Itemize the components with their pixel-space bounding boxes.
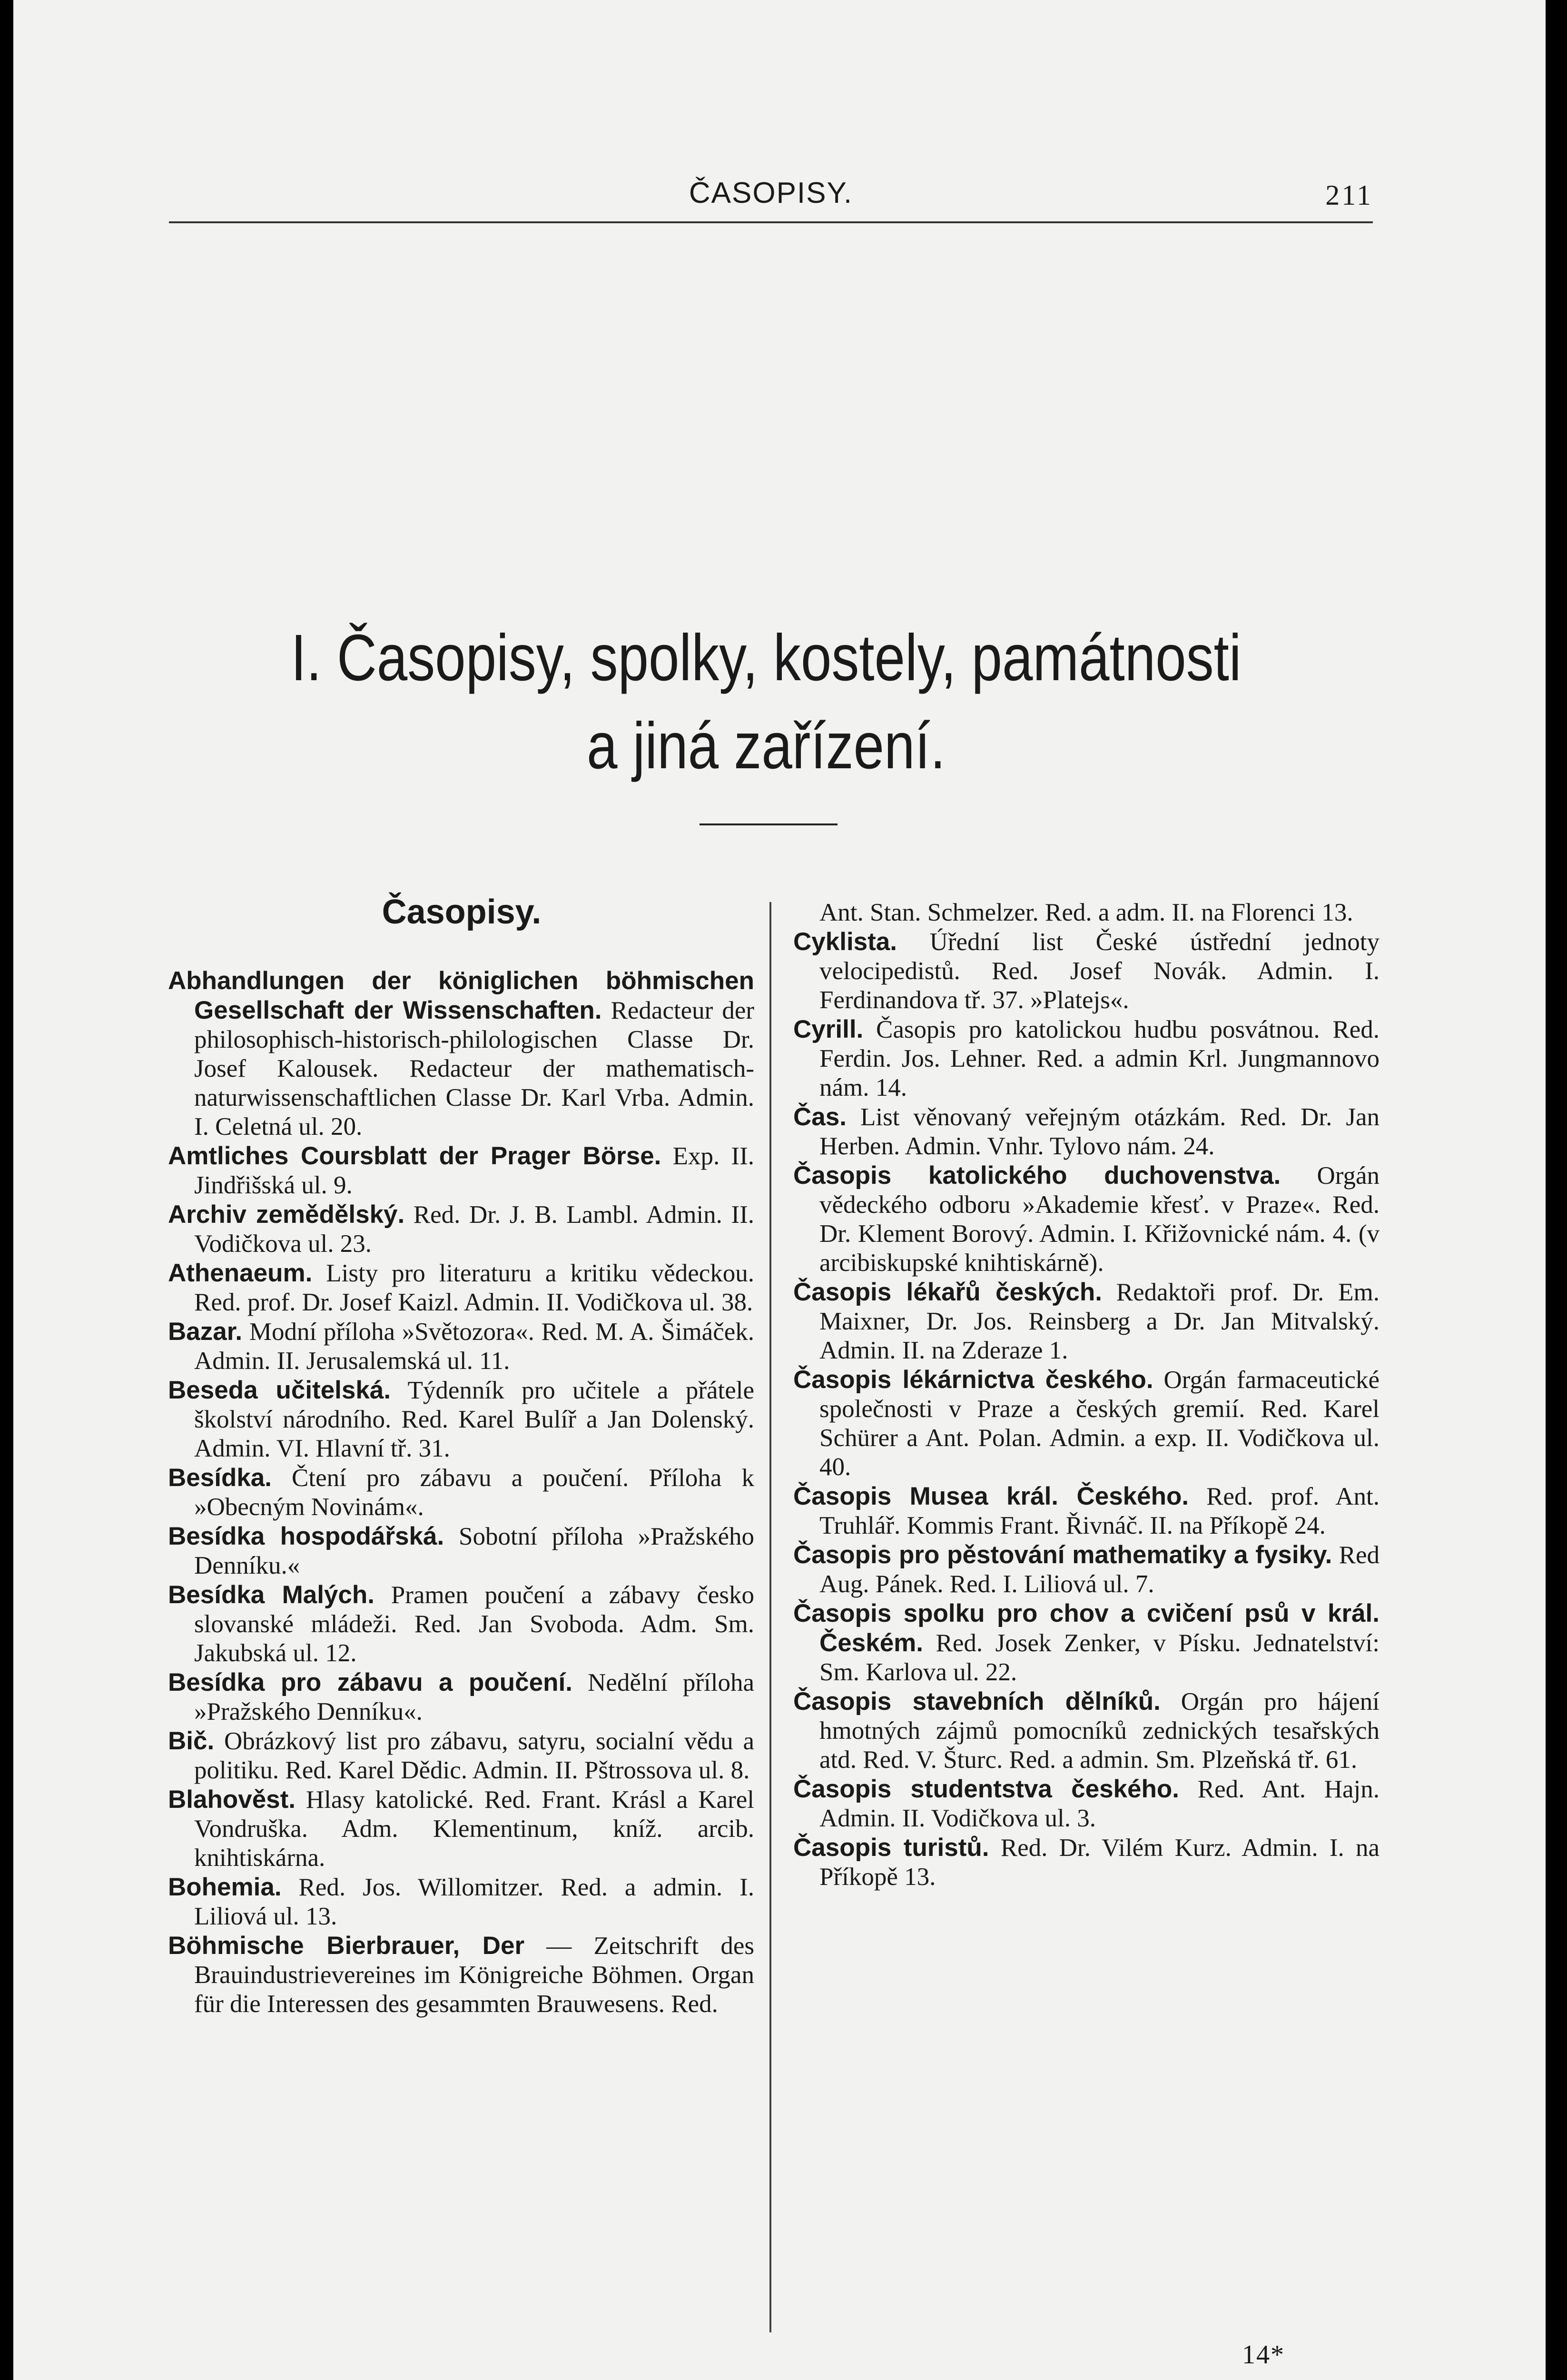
directory-entry — [168, 1668, 754, 1726]
entry-name: Cyklista. — [793, 928, 897, 956]
chapter-title-line-2: a jiná zařízení. — [587, 709, 946, 783]
signature-mark: 14* — [1242, 2340, 1285, 2370]
entry-text: Listy pro literaturu a kritiku vědeckou. Red. prof. Dr. Josef Kaizl. Admin. II. Vodičkova ul. 38. — [194, 1259, 754, 1316]
directory-entry — [168, 1376, 754, 1463]
entry-text: Orgán vědeckého odboru »Akademie křesť. v Praze«. Red. Dr. Klement Borový. Admin. I. Křižovnické nám. 4. (v arcibiskupské knihtiskárně). — [819, 1162, 1380, 1277]
entry-name: Bič. — [168, 1727, 215, 1755]
entry-text: Modní příloha »Světozora«. Red. M. A. Šimáček. Admin. II. Jerusalemská ul. 11. — [194, 1318, 754, 1375]
directory-entry — [793, 1482, 1380, 1540]
directory-entry — [793, 1161, 1380, 1278]
entry-name: Čas. — [793, 1103, 847, 1131]
directory-entry — [793, 1833, 1380, 1892]
entry-name: Blahověst. — [168, 1785, 296, 1814]
header-rule — [169, 221, 1373, 223]
entry-text: Úřední list České ústřední jednoty velocipedistů. Red. Josef Novák. Admin. I. Ferdinandova tř. 37. »Platejs«. — [819, 928, 1380, 1014]
entry-text: Red. Dr. Vilém Kurz. Admin. I. na Příkopě 13. — [819, 1834, 1380, 1891]
running-head — [169, 171, 1373, 224]
directory-entry — [793, 1015, 1380, 1102]
directory-entry — [168, 966, 754, 1141]
directory-entry — [793, 927, 1380, 1015]
entry-name: Cyrill. — [793, 1015, 864, 1043]
entry-name: Časopis katolického duchovenstva. — [793, 1161, 1281, 1190]
entry-text: Hlasy katolické. Red. Frant. Krásl a Karel Vondruška. Adm. Klementinum, kníž. arcib. knihtiskárna. — [194, 1786, 754, 1872]
entry-name: Beseda učitelská. — [168, 1376, 391, 1404]
entry-name: Amtliches Coursblatt der Prager Börse. — [168, 1142, 661, 1170]
entry-text: Red. Jos. Willomitzer. Red. a admin. I. Liliová ul. 13. — [194, 1874, 754, 1930]
entry-name: Besídka pro zábavu a poučení. — [168, 1668, 572, 1696]
directory-entry — [793, 1102, 1380, 1161]
entry-name: Časopis stavebních dělníků. — [793, 1687, 1161, 1716]
entry-name: Bazar. — [168, 1318, 243, 1346]
directory-entry — [168, 1259, 754, 1317]
directory-entry — [793, 1599, 1380, 1687]
entry-text: Red Aug. Pánek. Red. I. Liliová ul. 7. — [819, 1541, 1380, 1598]
entry-name: Časopis lékařů českých. — [793, 1278, 1102, 1306]
entry-text: Nedělní příloha »Pražského Denníku«. — [194, 1669, 754, 1726]
title-rule — [700, 823, 838, 825]
entry-name: Časopis Musea král. Českého. — [793, 1482, 1189, 1510]
directory-entry — [168, 1580, 754, 1668]
left-column — [168, 966, 754, 2019]
page-number: 211 — [1325, 179, 1373, 211]
entry-text: Obrázkový list pro zábavu, satyru, socialní vědu a politiku. Red. Karel Dědic. Admin. II. Pštrossova ul. 8. — [194, 1727, 754, 1784]
entry-text: Red. Ant. Hajn. Admin. II. Vodičkova ul. 3. — [819, 1775, 1380, 1832]
entry-text: Orgán farmaceutické společnosti v Praze a českých gremií. Red. Karel Schürer a Ant. Polan. Admin. a exp. II. Vodičkova ul. 40. — [819, 1366, 1380, 1481]
entry-name: Časopis studentstva českého. — [793, 1775, 1179, 1803]
right-column — [793, 898, 1380, 1892]
entry-text: Pramen poučení a zábavy česko slovanské mládeži. Red. Jan Svoboda. Adm. Sm. Jakubská ul. 12. — [194, 1581, 755, 1667]
directory-entry — [168, 1931, 754, 2019]
directory-entry — [168, 1200, 754, 1259]
directory-entry — [168, 1873, 754, 1931]
directory-entry — [168, 1726, 754, 1785]
entry-name: Besídka hospodářská. — [168, 1522, 444, 1550]
directory-entry — [168, 1141, 754, 1200]
entry-name: Böhmische Bierbrauer, Der — [168, 1932, 525, 1960]
entry-name: Časopis lékárnictva českého. — [793, 1366, 1153, 1394]
directory-entry — [168, 1522, 754, 1580]
entry-text: Orgán pro hájení hmotných zájmů pomocníků zednických tesařských atd. Red. V. Šturc. Red. a admin. Sm. Plzeňská tř. 61. — [819, 1688, 1380, 1774]
directory-entry — [168, 1785, 754, 1873]
entry-text: List věnovaný veřejným otázkám. Red. Dr. Jan Herben. Admin. Vnhr. Tylovo nám. 24. — [819, 1103, 1380, 1160]
entry-text: Red. Dr. J. B. Lambl. Admin. II. Vodičkova ul. 23. — [194, 1201, 754, 1258]
entry-name: Bohemia. — [168, 1873, 282, 1901]
entry-name: Časopis pro pěstování mathematiky a fysiky. — [793, 1541, 1332, 1569]
entry-text: Redacteur der philosophisch-historisch-philologischen Classe Dr. Josef Kalousek. Redacteur der mathematisch-naturwissenschaftlichen Classe Dr. Karl Vrba. Admin. I. Celetná ul. 20. — [194, 997, 754, 1140]
entry-name: Abhandlungen der königlichen böhmischen Gesellschaft der Wissenschaften. — [168, 967, 754, 1024]
section-title: Časopisy. — [382, 893, 542, 931]
entry-text: Red. prof. Ant. Truhlář. Kommis Frant. Řivnáč. II. na Příkopě 24. — [819, 1483, 1380, 1539]
chapter-title-line-1: I. Časopisy, spolky, kostely, památnosti — [291, 621, 1242, 694]
entry-text: Exp. II. Jindřišská ul. 9. — [194, 1142, 754, 1199]
directory-entry — [793, 1540, 1380, 1599]
continuation-text: Ant. Stan. Schmelzer. Red. a adm. II. na Florenci 13. — [819, 899, 1353, 926]
directory-entry — [793, 1687, 1380, 1775]
directory-entry — [168, 1317, 754, 1376]
entry-text: Red. Josek Zenker, v Písku. Jednatelství: Sm. Karlova ul. 22. — [819, 1629, 1380, 1686]
entry-text: Čtení pro zábavu a poučení. Příloha k »Obecným Novinám«. — [194, 1464, 754, 1521]
entry-name: Časopis turistů. — [793, 1834, 989, 1862]
directory-entry — [168, 1463, 754, 1522]
entry-name: Časopis spolku pro chov a cvičení psů v král. Českém. — [793, 1599, 1380, 1657]
directory-entry — [793, 1775, 1380, 1833]
directory-entry — [793, 1278, 1380, 1365]
entry-text: Redaktoři prof. Dr. Em. Maixner, Dr. Jos. Reinsberg a Dr. Jan Mitvalský. Admin. II. na Zderaze 1. — [819, 1279, 1380, 1364]
column-divider — [769, 902, 771, 2332]
running-title: ČASOPISY. — [689, 177, 853, 209]
entry-name: Besídka. — [168, 1464, 272, 1492]
directory-entry — [793, 1365, 1380, 1482]
entry-name: Besídka Malých. — [168, 1581, 375, 1609]
entry-text: — Zeitschrift des Brauindustrievereines im Königreiche Böhmen. Organ für die Interessen des gesammten Brauwesens. Red. — [194, 1932, 754, 2018]
entry-text: Sobotní příloha »Pražského Denníku.« — [194, 1523, 755, 1579]
entry-text: Časopis pro katolickou hudbu posvátnou. Red. Ferdin. Jos. Lehner. Red. a admin Krl. Jungmannovo nám. 14. — [819, 1016, 1380, 1101]
entry-name: Athenaeum. — [168, 1259, 313, 1287]
chapter-title — [243, 614, 1290, 790]
entry-name: Archiv zemědělský. — [168, 1200, 405, 1229]
entry-text: Týdenník pro učitele a přátele školství národního. Red. Karel Bulíř a Jan Dolenský. Admin. VI. Hlavní tř. 31. — [194, 1377, 754, 1462]
